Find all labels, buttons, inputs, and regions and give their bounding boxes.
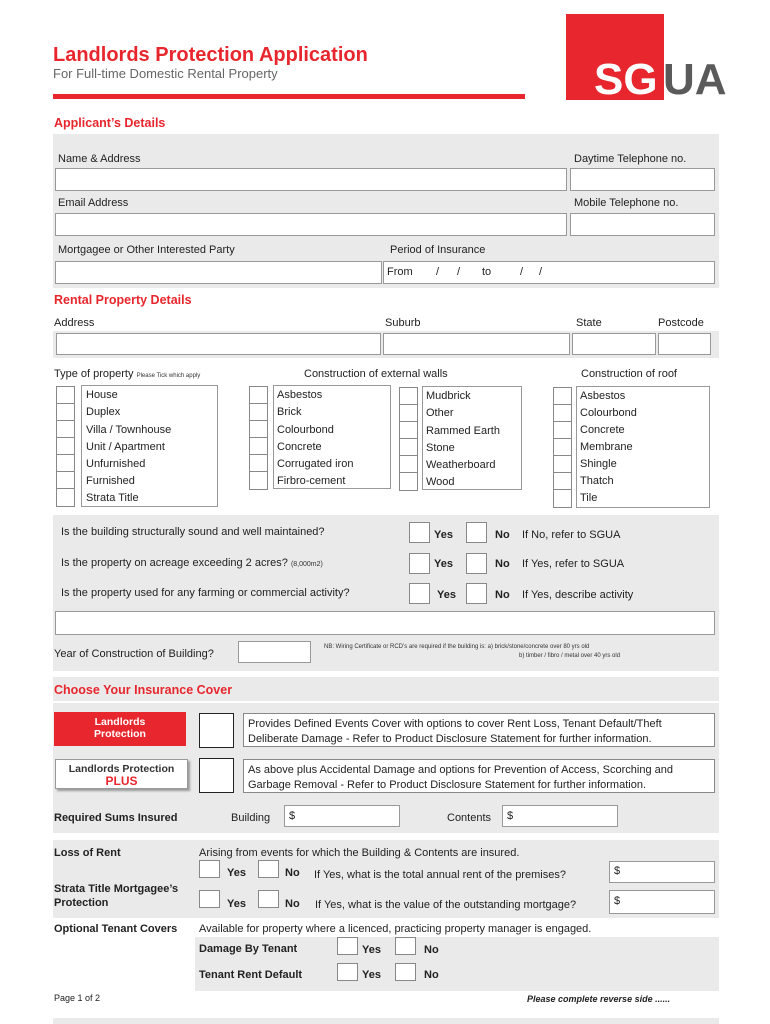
yes-label: Yes <box>434 529 453 541</box>
date-separator: / <box>457 266 461 278</box>
state-field[interactable] <box>572 333 656 355</box>
no-label: No <box>424 944 439 956</box>
name-address-label: Name & Address <box>58 153 141 165</box>
period-label: Period of Insurance <box>390 244 486 256</box>
strata-label-line1: Strata Title Mortgagee’s <box>54 883 179 895</box>
list-item: Unit / Apartment <box>86 441 165 453</box>
wiring-note-1: NB: Wiring Certificate or RCD’s are required if the building is: a) brick/stone/concrete over 80 yrs old <box>324 644 590 650</box>
question-structural: Is the building structurally sound and well maintained? <box>61 526 325 538</box>
checkbox-tile[interactable] <box>553 489 572 508</box>
list-item: House <box>86 389 118 401</box>
mobile-phone-label: Mobile Telephone no. <box>574 197 679 209</box>
list-item: Concrete <box>277 441 322 453</box>
no-label: No <box>495 529 510 541</box>
desc-line: Garbage Removal - Refer to Product Disclosure Statement for further information. <box>248 779 647 791</box>
dollar-sign: $ <box>507 810 514 822</box>
list-item: Duplex <box>86 406 121 418</box>
walls-col1-list <box>273 385 391 489</box>
reverse-side-note: Please complete reverse side ...... <box>527 994 671 1004</box>
roof-label: Construction of roof <box>581 368 677 380</box>
yes-label: Yes <box>227 867 246 879</box>
rent-default-no-checkbox[interactable] <box>395 963 416 981</box>
walls-col2-list <box>422 386 522 490</box>
property-type-list <box>81 385 218 507</box>
badge-line: Landlords <box>94 716 146 728</box>
daytime-phone-label: Daytime Telephone no. <box>574 153 687 165</box>
strata-label-line2: Protection <box>54 897 109 909</box>
date-separator: / <box>436 266 440 278</box>
question-note: If No, refer to SGUA <box>522 529 621 541</box>
address-field[interactable] <box>56 333 381 355</box>
acreage-no-checkbox[interactable] <box>466 553 487 574</box>
list-item: Brick <box>277 406 302 418</box>
sums-insured-label: Required Sums Insured <box>54 812 178 824</box>
mobile-phone-field[interactable] <box>570 213 715 236</box>
building-label: Building <box>231 812 271 824</box>
question-farming: Is the property used for any farming or commercial activity? <box>61 587 350 599</box>
badge-plus: PLUS <box>105 774 138 788</box>
landlords-protection-badge <box>54 712 186 746</box>
strata-yes-checkbox[interactable] <box>199 890 220 908</box>
to-label: to <box>482 266 492 278</box>
rent-default-yes-checkbox[interactable] <box>337 963 358 981</box>
address-label: Address <box>54 317 95 329</box>
strata-no-checkbox[interactable] <box>258 890 279 908</box>
checkbox-strata[interactable] <box>56 488 75 507</box>
no-label: No <box>495 558 510 570</box>
form-subtitle: For Full-time Domestic Rental Property <box>53 66 278 81</box>
period-field[interactable] <box>383 261 715 284</box>
year-label: Year of Construction of Building? <box>54 648 214 660</box>
list-item: Firbro-cement <box>277 475 346 487</box>
no-label: No <box>285 867 300 879</box>
title-underline <box>53 94 525 99</box>
optional-covers-desc: Available for property where a licenced, practicing property manager is engaged. <box>199 923 592 935</box>
structural-yes-checkbox[interactable] <box>409 522 430 543</box>
question-note: If Yes, describe activity <box>522 589 634 601</box>
rental-section-title: Rental Property Details <box>54 293 192 307</box>
activity-description-field[interactable] <box>55 611 715 635</box>
mortgagee-field[interactable] <box>55 261 382 284</box>
list-item: Rammed Earth <box>426 425 500 437</box>
desc-line: Provides Defined Events Cover with options to cover Rent Loss, Tenant Default/Theft <box>248 718 662 730</box>
yes-label: Yes <box>437 589 456 601</box>
list-item: Strata Title <box>86 492 139 504</box>
list-item: Furnished <box>86 475 135 487</box>
annual-rent-question: If Yes, what is the total annual rent of the premises? <box>314 869 566 881</box>
list-item: Tile <box>580 492 598 504</box>
annual-rent-field[interactable] <box>609 861 715 883</box>
year-field[interactable] <box>238 641 311 663</box>
postcode-field[interactable] <box>658 333 711 355</box>
list-item: Concrete <box>580 424 625 436</box>
loss-rent-no-checkbox[interactable] <box>258 860 279 878</box>
dollar-sign: $ <box>614 865 621 877</box>
svg-text:SG: SG <box>594 55 658 104</box>
badge-line: Protection <box>94 728 146 740</box>
list-item: Thatch <box>580 475 614 487</box>
loss-of-rent-desc: Arising from events for which the Building & Contents are insured. <box>199 847 520 859</box>
farming-no-checkbox[interactable] <box>466 583 487 604</box>
date-separator: / <box>520 266 524 278</box>
yes-label: Yes <box>227 898 246 910</box>
date-separator: / <box>539 266 543 278</box>
question-acreage: Is the property on acreage exceeding 2 acres? (8,000m2) <box>61 557 323 569</box>
mortgage-value-field[interactable] <box>609 890 715 914</box>
name-address-field[interactable] <box>55 168 567 191</box>
list-item: Colourbond <box>277 424 334 436</box>
svg-text:UA: UA <box>663 55 727 104</box>
email-label: Email Address <box>58 197 129 209</box>
email-field[interactable] <box>55 213 567 236</box>
landlords-protection-plus-checkbox[interactable] <box>199 758 234 793</box>
suburb-field[interactable] <box>383 333 570 355</box>
applicant-section-title: Applicant’s Details <box>54 116 166 130</box>
badge-line: Landlords Protection <box>68 763 175 775</box>
list-item: Corrugated iron <box>277 458 354 470</box>
list-item: Asbestos <box>277 389 323 401</box>
list-item: Shingle <box>580 458 617 470</box>
wiring-note-2: b) timber / fibro / metal over 40 yrs old <box>519 653 621 659</box>
farming-yes-checkbox[interactable] <box>409 583 430 604</box>
yes-label: Yes <box>362 944 381 956</box>
list-item: Asbestos <box>580 390 626 402</box>
contents-label: Contents <box>447 812 492 824</box>
mortgage-question: If Yes, what is the value of the outstanding mortgage? <box>315 899 577 911</box>
dollar-sign: $ <box>614 895 621 907</box>
optional-covers-label: Optional Tenant Covers <box>54 923 178 935</box>
roof-list <box>576 386 710 508</box>
footer-bar <box>53 1018 719 1024</box>
list-item: Wood <box>426 476 455 488</box>
postcode-label: Postcode <box>658 317 704 329</box>
list-item: Membrane <box>580 441 633 453</box>
checkbox-wood[interactable] <box>399 472 418 491</box>
no-label: No <box>495 589 510 601</box>
acreage-yes-checkbox[interactable] <box>409 553 430 574</box>
damage-yes-checkbox[interactable] <box>337 937 358 955</box>
cover-section-title: Choose Your Insurance Cover <box>54 683 233 697</box>
desc-line: Deliberate Damage - Refer to Product Disclosure Statement for further information. <box>248 733 652 745</box>
tenant-rent-default-label: Tenant Rent Default <box>199 969 303 981</box>
list-item: Mudbrick <box>426 390 471 402</box>
structural-no-checkbox[interactable] <box>466 522 487 543</box>
page-number: Page 1 of 2 <box>54 993 101 1003</box>
list-item: Unfurnished <box>86 458 146 470</box>
sgua-logo <box>566 14 727 104</box>
form-title: Landlords Protection Application <box>53 44 368 66</box>
loss-of-rent-label: Loss of Rent <box>54 847 121 859</box>
landlords-protection-checkbox[interactable] <box>199 713 234 748</box>
property-type-label: Type of property Please Tick which apply <box>54 368 201 380</box>
damage-by-tenant-label: Damage By Tenant <box>199 943 298 955</box>
checkbox-fibro[interactable] <box>249 471 268 490</box>
mortgagee-label: Mortgagee or Other Interested Party <box>58 244 235 256</box>
yes-label: Yes <box>434 558 453 570</box>
no-label: No <box>424 969 439 981</box>
list-item: Colourbond <box>580 407 637 419</box>
from-label: From <box>387 266 413 278</box>
contents-sum-field[interactable] <box>502 805 618 827</box>
suburb-label: Suburb <box>385 317 421 329</box>
damage-no-checkbox[interactable] <box>395 937 416 955</box>
list-item: Villa / Townhouse <box>86 424 172 436</box>
state-label: State <box>576 317 602 329</box>
landlords-protection-plus-desc <box>243 759 715 793</box>
daytime-phone-field[interactable] <box>570 168 715 191</box>
question-note: If Yes, refer to SGUA <box>522 558 625 570</box>
dollar-sign: $ <box>289 810 296 822</box>
landlords-protection-desc <box>243 713 715 747</box>
loss-rent-yes-checkbox[interactable] <box>199 860 220 878</box>
no-label: No <box>285 898 300 910</box>
building-sum-field[interactable] <box>284 805 400 827</box>
yes-label: Yes <box>362 969 381 981</box>
desc-line: As above plus Accidental Damage and options for Prevention of Access, Scorching and <box>248 764 673 776</box>
list-item: Other <box>426 407 454 419</box>
list-item: Weatherboard <box>426 459 496 471</box>
walls-label: Construction of external walls <box>304 368 448 380</box>
landlords-protection-plus-badge <box>55 759 188 789</box>
list-item: Stone <box>426 442 455 454</box>
